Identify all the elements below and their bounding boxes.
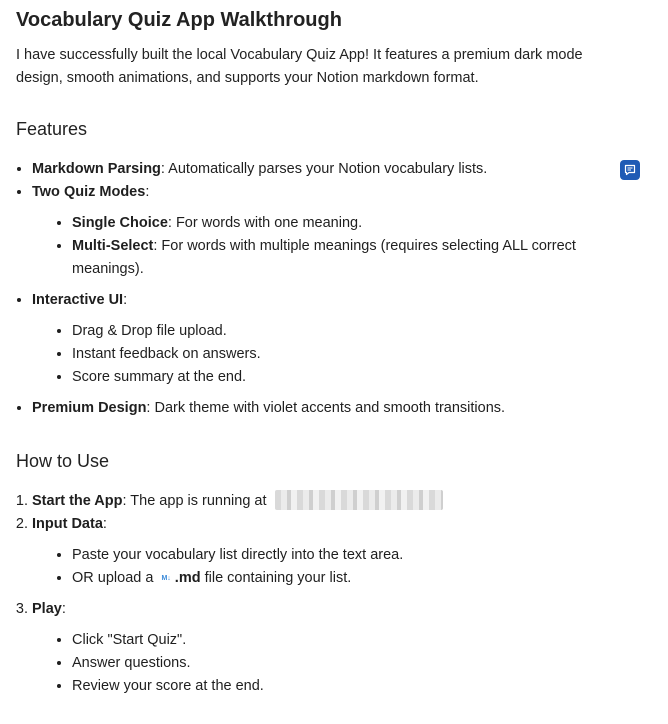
- list-item: [32, 158, 616, 181]
- list-item: • Answer questions.: [72, 652, 616, 675]
- list-item: • Drag & Drop file upload.: [72, 320, 616, 343]
- item-term: Two Quiz Modes: [32, 184, 146, 200]
- list-item: • Paste your vocabulary list directly into the text area.: [72, 544, 616, 567]
- sub-list: [32, 320, 616, 389]
- item-suffix: file containing your list.: [204, 570, 352, 586]
- markdown-icon: M↓: [161, 575, 171, 582]
- howto-heading: How to Use: [16, 451, 110, 471]
- list-item: [32, 289, 616, 389]
- item-term: Start the App: [32, 493, 123, 509]
- item-text: : The app is running at: [122, 493, 267, 509]
- item-text: : For words with one meaning.: [167, 215, 363, 231]
- sub-list: [32, 544, 616, 590]
- list-item: [32, 490, 616, 513]
- list-item: • Instant feedback on answers.: [72, 343, 616, 366]
- features-heading: Features: [16, 119, 88, 139]
- list-item: [72, 567, 616, 590]
- howto-steps: [16, 490, 616, 698]
- features-list: [16, 158, 616, 420]
- item-term: Markdown Parsing: [32, 161, 161, 177]
- item-term: Play: [32, 601, 62, 617]
- item-text: : Dark theme with violet accents and smooth transitions.: [146, 400, 506, 416]
- list-item: [32, 181, 616, 281]
- list-item: [32, 397, 616, 420]
- file-extension: .md: [174, 570, 201, 586]
- page-title: Vocabulary Quiz App Walkthrough: [16, 9, 342, 31]
- item-text: :: [145, 184, 150, 200]
- item-term: Interactive UI: [32, 292, 124, 308]
- item-text: :: [123, 292, 128, 308]
- item-term: Premium Design: [32, 400, 147, 416]
- item-text: :: [61, 601, 66, 617]
- item-text: : For words with multiple meanings (requires selecting ALL correct meanings).: [72, 238, 576, 277]
- list-item: [72, 235, 616, 281]
- sub-list: [32, 629, 616, 698]
- item-text: :: [102, 516, 107, 532]
- document: [16, 0, 616, 706]
- list-item: [32, 598, 616, 698]
- item-text: : Automatically parses your Notion vocabulary lists.: [160, 161, 488, 177]
- sub-list: [32, 212, 616, 281]
- list-item: [72, 212, 616, 235]
- comment-button[interactable]: [620, 160, 640, 180]
- intro-paragraph: I have successfully built the local Vocabulary Quiz App! It features a premium dark mode design, smooth animations, and supports your Notion markdown format.: [16, 47, 583, 86]
- item-prefix: OR upload a: [72, 570, 154, 586]
- item-term: Input Data: [32, 516, 103, 532]
- item-term: Multi-Select: [72, 238, 154, 254]
- list-item: • Click "Start Quiz".: [72, 629, 616, 652]
- list-item: [32, 513, 616, 590]
- item-term: Single Choice: [72, 215, 168, 231]
- list-item: • Review your score at the end.: [72, 675, 616, 698]
- list-item: • Score summary at the end.: [72, 366, 616, 389]
- redacted-url: [275, 490, 443, 510]
- comment-icon: [624, 164, 636, 176]
